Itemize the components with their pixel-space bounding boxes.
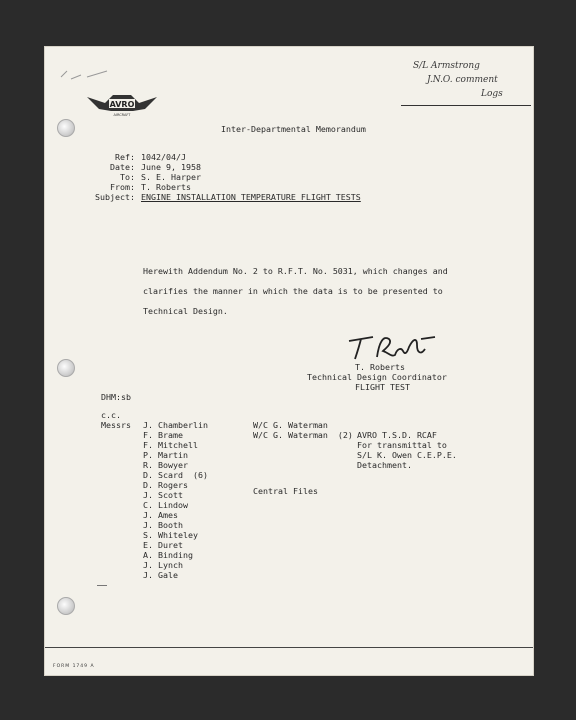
cc-name: S. Whiteley xyxy=(143,530,198,540)
memo-page xyxy=(44,46,534,676)
cc-name: P. Martin xyxy=(143,450,188,460)
footer-rule xyxy=(45,647,533,648)
logo-subtext: AIRCRAFT xyxy=(113,113,131,117)
cc-name: J. Scott xyxy=(143,490,183,500)
cc-name: E. Duret xyxy=(143,540,183,550)
punch-hole xyxy=(57,597,75,615)
form-number: FORM 1749 A xyxy=(53,664,95,669)
cc-name: J. Chamberlin xyxy=(143,420,208,430)
cc-label: c.c. xyxy=(101,410,121,420)
date-label: Date: xyxy=(110,162,135,172)
cc-name: J. Lynch xyxy=(143,560,183,570)
cc-col2-line: W/C G. Waterman xyxy=(253,420,328,430)
punch-hole xyxy=(57,119,75,137)
cc-name: A. Binding xyxy=(143,550,193,560)
cc-name: J. Booth xyxy=(143,520,183,530)
stray-mark xyxy=(97,585,107,586)
header-rule xyxy=(401,105,531,106)
from-value: T. Roberts xyxy=(141,182,191,192)
handwritten-annotation-line3: Logs xyxy=(481,89,503,99)
signature-name: T. Roberts xyxy=(355,362,405,372)
cc-name: R. Bowyer xyxy=(143,460,188,470)
from-label: From: xyxy=(110,182,135,192)
ref-value: 1042/04/J xyxy=(141,152,186,162)
date-value: June 9, 1958 xyxy=(141,162,201,172)
typist-initials: DHM:sb xyxy=(101,392,131,402)
avro-logo xyxy=(85,89,159,119)
cc-col3-line: Detachment. xyxy=(357,460,412,470)
cc-name: D. Scard (6) xyxy=(143,470,208,480)
cc-name: F. Mitchell xyxy=(143,440,198,450)
body-line-2: clarifies the manner in which the data is to be presented to xyxy=(143,286,443,296)
to-value: S. E. Harper xyxy=(141,172,201,182)
central-files: Central Files xyxy=(253,486,318,496)
cc-col3-line: For transmittal to xyxy=(357,440,447,450)
cc-name: J. Gale xyxy=(143,570,178,580)
memo-title: Inter-Departmental Memorandum xyxy=(221,124,366,134)
subject-value: ENGINE INSTALLATION TEMPERATURE FLIGHT TESTS xyxy=(141,192,361,202)
cc-name: D. Rogers xyxy=(143,480,188,490)
handwritten-annotation-line1: S/L Armstrong xyxy=(413,61,480,71)
cc-col3-line: AVRO T.S.D. RCAF xyxy=(357,430,437,440)
cc-name: F. Brame xyxy=(143,430,183,440)
messrs-label: Messrs xyxy=(101,420,131,430)
cc-name: J. Ames xyxy=(143,510,178,520)
signature-dept: FLIGHT TEST xyxy=(355,382,410,392)
ref-label: Ref: xyxy=(115,152,135,162)
handwritten-signature xyxy=(343,329,439,363)
signature-title: Technical Design Coordinator xyxy=(307,372,447,382)
pencil-mark xyxy=(57,65,117,85)
body-line-1: Herewith Addendum No. 2 to R.F.T. No. 5031, which changes and xyxy=(143,266,448,276)
subject-label: Subject: xyxy=(95,192,135,202)
cc-col3-line: S/L K. Owen C.E.P.E. xyxy=(357,450,457,460)
punch-hole xyxy=(57,359,75,377)
cc-col2-line: W/C G. Waterman (2) xyxy=(253,430,353,440)
logo-text: AVRO xyxy=(109,100,135,109)
cc-name: C. Lindow xyxy=(143,500,188,510)
body-line-3: Technical Design. xyxy=(143,306,228,316)
to-label: To: xyxy=(120,172,135,182)
handwritten-annotation-line2: J.N.O. comment xyxy=(427,75,498,85)
